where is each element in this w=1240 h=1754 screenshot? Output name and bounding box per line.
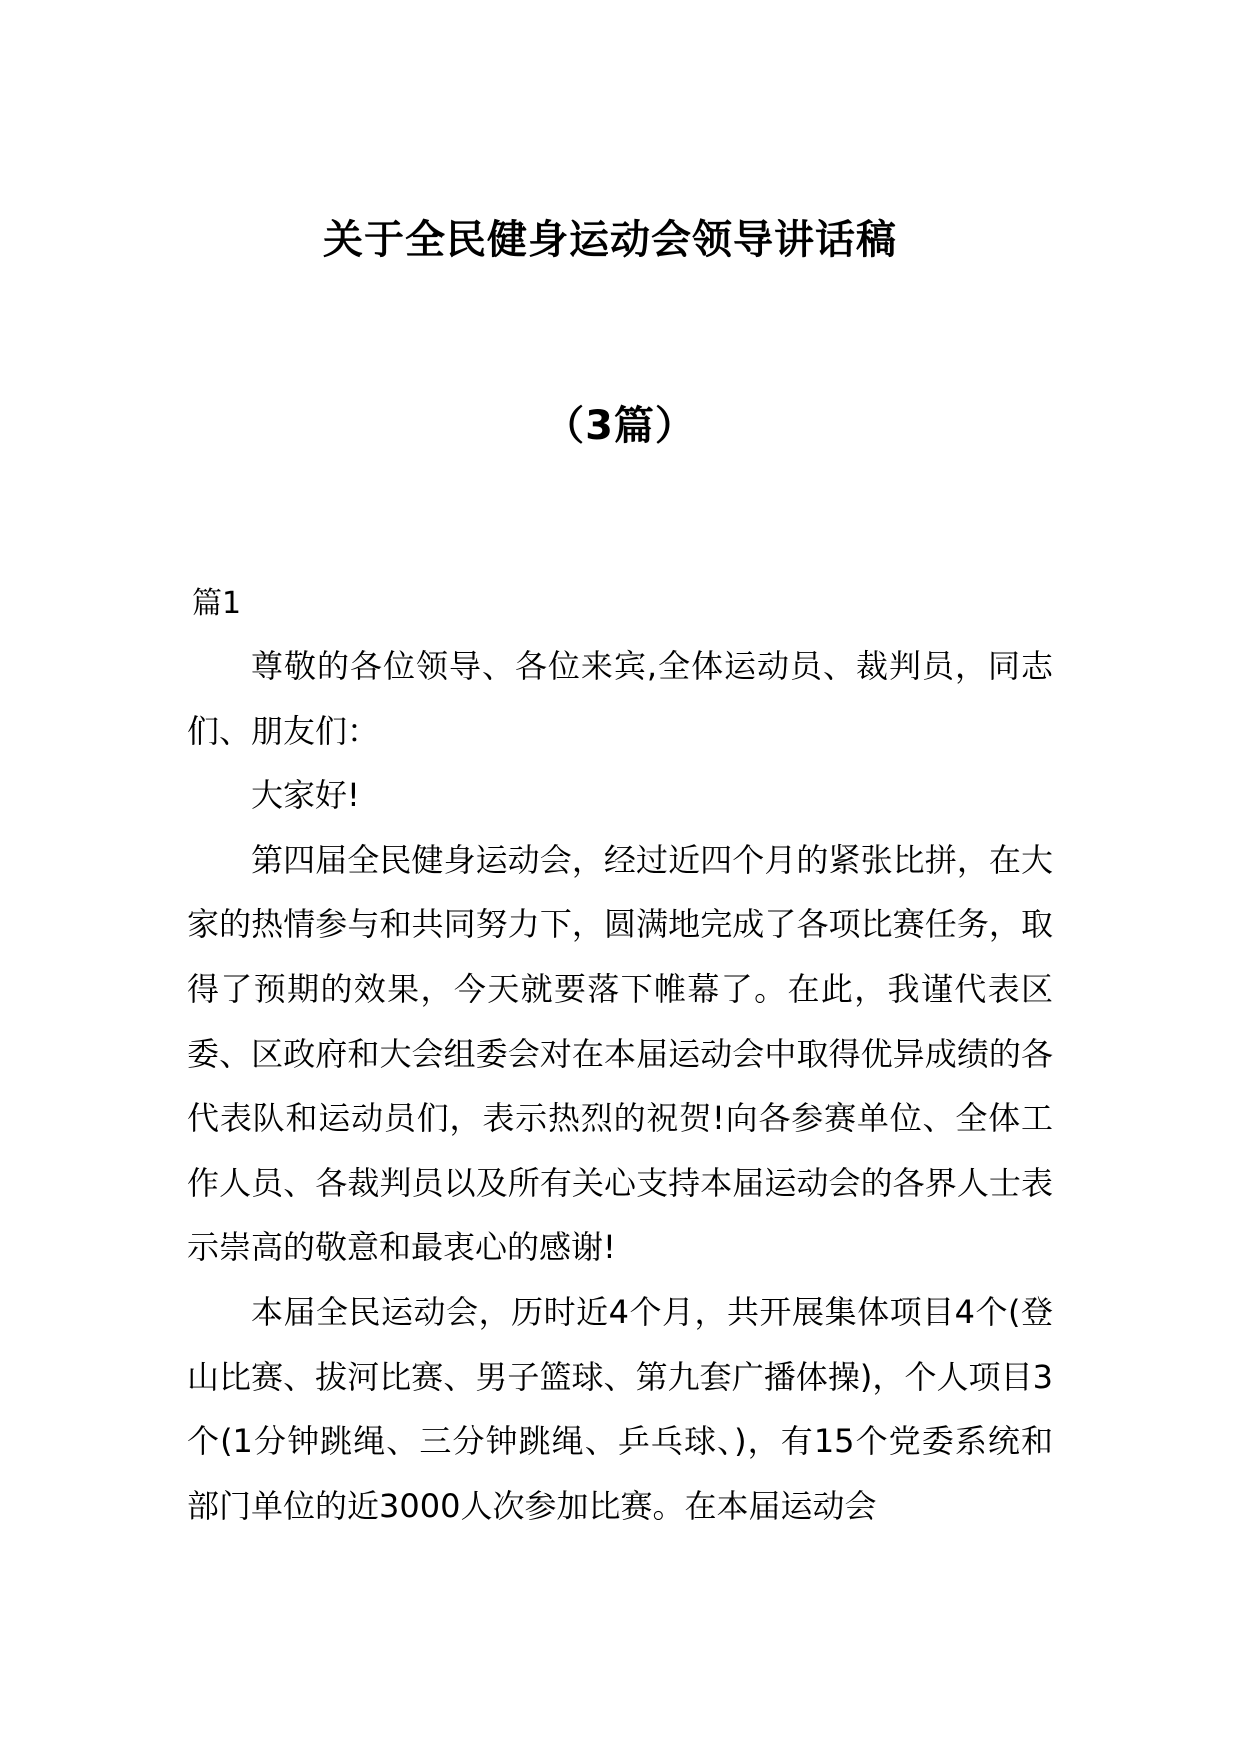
document-subtitle: （3篇） — [544, 403, 696, 449]
paragraph-congratulations: 第四届全民健身运动会，经过近四个月的紧张比拼，在大家的热情参与和共同努力下，圆满地完成了各项比赛任务，取得了预期的效果，今天就要落下帷幕了。在此，我谨代表区委、区政府和大会组委会对在本届运动会中取得优异成绩的各代表队和运动员们，表示热烈的祝贺!向各参赛单位、全体工作人员、各裁判员以及所有关心支持本届运动会的各界人士表示崇高的敬意和最衷心的感谢! — [187, 840, 1053, 1267]
document-title: 关于全民健身运动会领导讲话稿 — [323, 217, 897, 263]
paragraph-greeting: 大家好! — [251, 776, 360, 815]
section-label: 篇1 — [192, 586, 242, 621]
document-body — [187, 634, 1053, 1538]
paragraph-summary: 本届全民运动会，历时近4个月，共开展集体项目4个(登山比赛、拔河比赛、男子篮球、第九套广播体操)，个人项目3个(1分钟跳绳、三分钟跳绳、乒乓球、)，有15个党委系统和部门单位的近3000人次参加比赛。在本届运动会 — [187, 1292, 1053, 1525]
paragraph-salutation: 尊敬的各位领导、各位来宾,全体运动员、裁判员，同志们、朋友们： — [187, 647, 1053, 750]
